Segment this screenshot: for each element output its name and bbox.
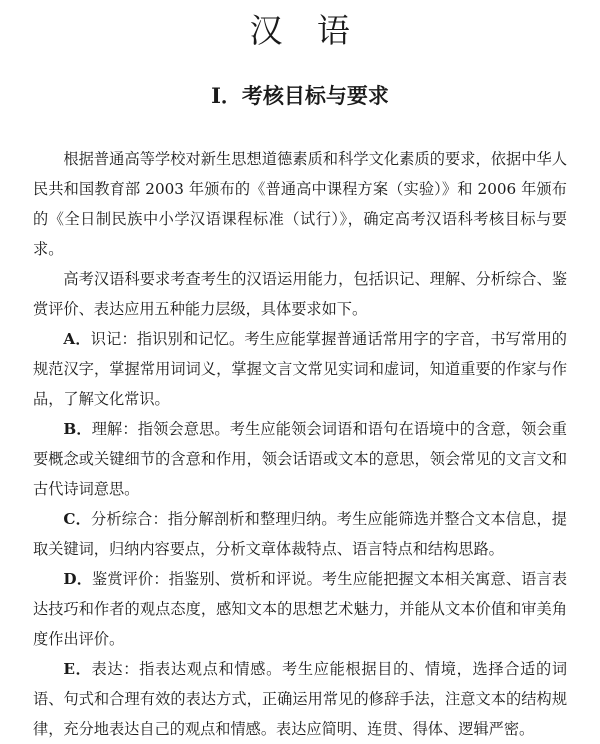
- list-item: [33, 654, 567, 744]
- paragraph-intro: 根据普通高等学校对新生思想道德素质和科学文化素质的要求，依据中华人民共和国教育部 2003 年颁布的《普通高中课程方案（实验）》和 2006 年颁布的《全日制民族中小学汉语课程标准（试行）》，确定高考汉语科考核目标与要求。: [33, 150, 567, 258]
- document-body: [33, 144, 567, 744]
- item-text: 识记：指识别和记忆。考生应能掌握普通话常用字的字音，书写常用的规范汉字，掌握常用词词义，掌握文言文常见实词和虚词，知道重要的作家与作品，了解文化常识。: [33, 330, 567, 408]
- document-page: [0, 8, 600, 738]
- item-text: 分析综合：指分解剖析和整理归纳。考生应能筛选并整合文本信息，提取关键词，归纳内容要点，分析文章体裁特点、语言特点和结构思路。: [33, 510, 567, 558]
- section-heading: Ⅰ．考核目标与要求: [211, 83, 389, 108]
- item-marker: A．: [63, 330, 91, 348]
- item-text: 理解：指领会意思。考生应能领会词语和语句在语境中的含意，领会重要概念或关键细节的含意和作用，领会话语或文本的意思，领会常见的文言文和古代诗词意思。: [33, 420, 567, 498]
- item-marker: B．: [63, 420, 92, 438]
- list-item: [33, 564, 567, 654]
- item-text: 鉴赏评价：指鉴别、赏析和评说。考生应能把握文本相关寓意、语言表达技巧和作者的观点态度，感知文本的思想艺术魅力，并能从文本价值和审美角度作出评价。: [33, 570, 568, 648]
- item-marker: C．: [63, 510, 92, 528]
- document-title: 汉 语: [249, 11, 351, 50]
- item-marker: E．: [63, 660, 92, 678]
- item-marker: D．: [63, 570, 93, 588]
- list-item: [33, 504, 567, 564]
- list-item: [33, 414, 567, 504]
- list-item: [33, 324, 567, 414]
- item-text: 表达：指表达观点和情感。考生应能根据目的、情境，选择合适的词语、句式和合理有效的表达方式，正确运用常见的修辞手法，注意文本的结构规律，充分地表达自己的观点和情感。表达应简明、连贯、得体、逻辑严密。: [33, 660, 568, 738]
- paragraph-ability-levels: 高考汉语科要求考查考生的汉语运用能力，包括识记、理解、分析综合、鉴赏评价、表达应用五种能力层级，具体要求如下。: [33, 270, 567, 318]
